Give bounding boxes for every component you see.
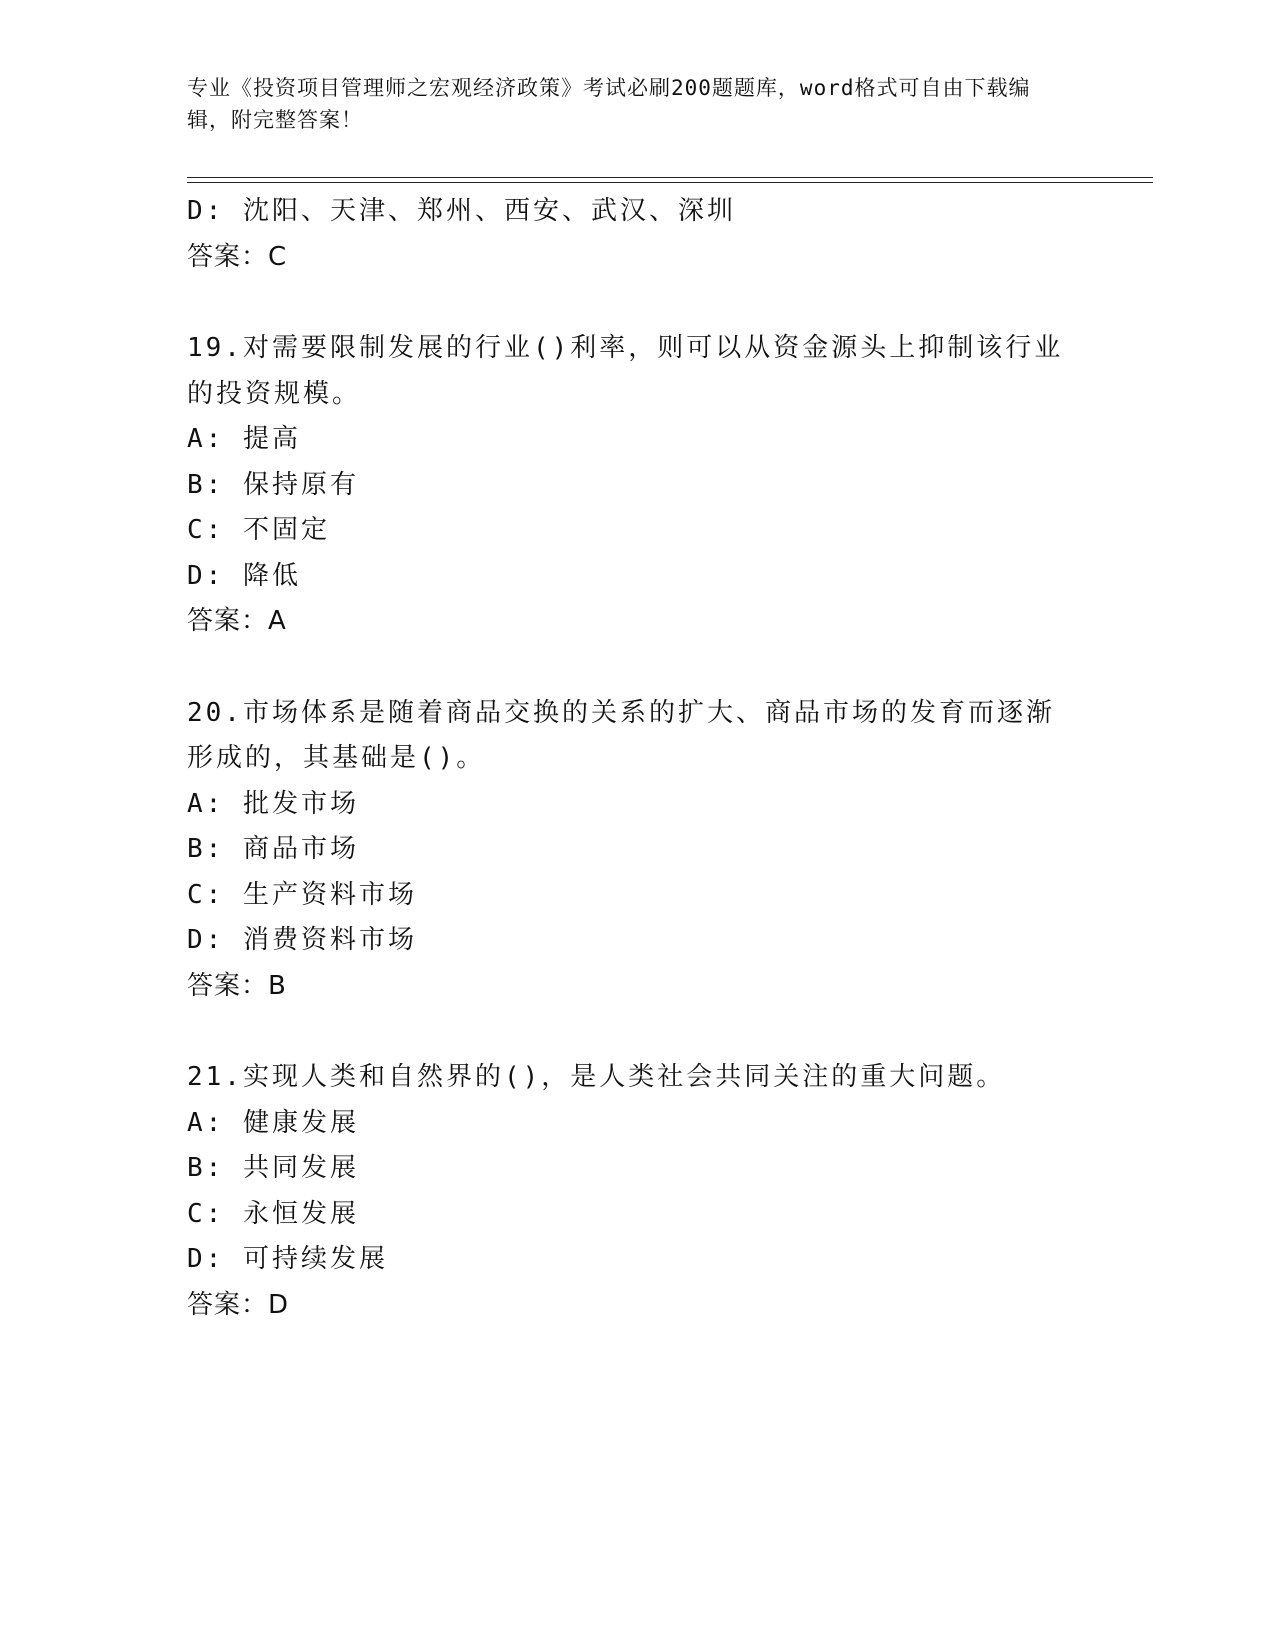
question-content <box>187 189 1087 1328</box>
header-rule-top <box>187 177 1153 178</box>
option-b: B: 商品市场 <box>187 834 359 864</box>
option-c: C: 不固定 <box>187 515 330 545</box>
answer-line: 答案：B <box>187 970 287 1001</box>
option-d: D: 可持续发展 <box>187 1244 388 1274</box>
option-a: A: 提高 <box>187 424 301 454</box>
option-d: D: 降低 <box>187 560 301 591</box>
header-rule-bottom <box>187 182 1153 183</box>
option-b: B: 保持原有 <box>187 469 359 500</box>
question-stem: 20.市场体系是随着商品交换的关系的扩大、商品市场的发育而逐渐形成的，其基础是()。 <box>187 697 1055 773</box>
question-19 <box>187 326 1087 645</box>
question-stem: 21.实现人类和自然界的()，是人类社会共同关注的重大问题。 <box>187 1062 1006 1092</box>
question-stem: 19.对需要限制发展的行业()利率，则可以从资金源头上抑制该行业的投资规模。 <box>187 333 1064 409</box>
option-d: D: 消费资料市场 <box>187 925 417 955</box>
answer-line: 答案：A <box>187 606 287 636</box>
spacer <box>187 280 1087 326</box>
question-21 <box>187 1055 1087 1328</box>
question-20 <box>187 691 1087 1010</box>
spacer <box>187 1009 1087 1055</box>
option-b: B: 共同发展 <box>187 1153 359 1183</box>
spacer <box>187 645 1087 691</box>
option-c: C: 永恒发展 <box>187 1198 359 1229</box>
document-header: 专业《投资项目管理师之宏观经济政策》考试必刷200题题库，word格式可自由下载编辑，附完整答案！ <box>187 76 1031 132</box>
option-d: D: 沈阳、天津、郑州、西安、武汉、深圳 <box>187 196 736 226</box>
option-c: C: 生产资料市场 <box>187 879 417 910</box>
question-carryover <box>187 189 1087 280</box>
option-a: A: 批发市场 <box>187 788 359 819</box>
answer-line: 答案：D <box>187 1289 290 1320</box>
answer-line: 答案：C <box>187 241 288 272</box>
option-a: A: 健康发展 <box>187 1107 359 1138</box>
